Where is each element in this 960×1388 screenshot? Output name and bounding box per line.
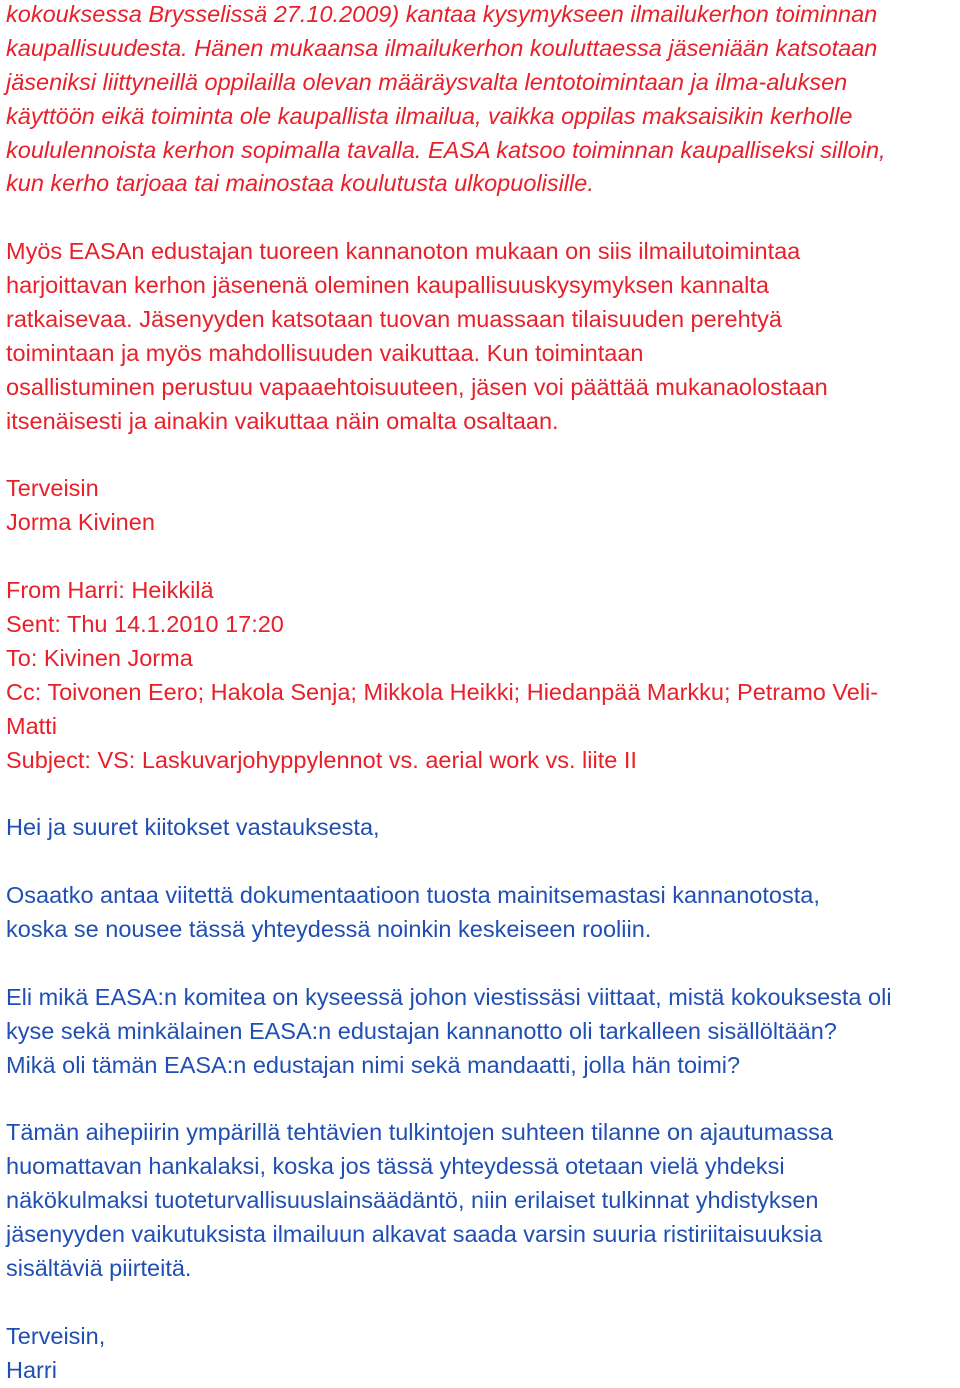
text-line: Tämän aihepiirin ympärillä tehtävien tulkintojen suhteen tilanne on ajautumassa bbox=[6, 1119, 833, 1146]
text-line: ratkaisevaa. Jäsenyyden katsotaan tuovan muassaan tilaisuuden perehtyä bbox=[6, 306, 782, 333]
paragraph-gap bbox=[6, 540, 956, 574]
header-from: From Harri: Heikkilä bbox=[6, 577, 214, 604]
text-line: koska se nousee tässä yhteydessä noinkin keskeiseen rooliin. bbox=[6, 916, 652, 943]
reply-signature: Jorma Kivinen bbox=[6, 509, 155, 536]
text-line: sisältäviä piirteitä. bbox=[6, 1254, 192, 1281]
reply-section bbox=[6, 0, 956, 540]
message-opening: Hei ja suuret kiitokset vastauksesta, bbox=[6, 814, 380, 841]
text-line: huomattavan hankalaksi, koska jos tässä yhteydessä otetaan vielä yhdeksi bbox=[6, 1153, 785, 1180]
paragraph-gap bbox=[6, 439, 956, 473]
header-subject: Subject: VS: Laskuvarjohyppylennot vs. aerial work vs. liite II bbox=[6, 746, 637, 773]
paragraph-gap bbox=[6, 1286, 956, 1320]
paragraph-gap bbox=[6, 845, 956, 879]
text-line: harjoittavan kerhon jäsenenä oleminen kaupallisuuskysymyksen kannalta bbox=[6, 272, 769, 299]
email-document bbox=[6, 0, 956, 1388]
text-line: koululennoista kerhon sopimalla tavalla. EASA katsoo toiminnan kaupalliseksi silloin, bbox=[6, 136, 886, 163]
text-line: Myös EASAn edustajan tuoreen kannanoton mukaan on siis ilmailutoimintaa bbox=[6, 238, 801, 265]
message-paragraph-2 bbox=[6, 981, 956, 1083]
header-cc: Cc: Toivonen Eero; Hakola Senja; Mikkola Heikki; Hiedanpää Markku; Petramo Veli- bbox=[6, 678, 879, 705]
message-closing: Terveisin, bbox=[6, 1322, 106, 1349]
paragraph-gap bbox=[6, 201, 956, 235]
text-line: toimintaan ja myös mahdollisuuden vaikuttaa. Kun toimintaan bbox=[6, 339, 644, 366]
text-line: osallistuminen perustuu vapaaehtoisuuteen, jäsen voi päättää mukanaolostaan bbox=[6, 373, 828, 400]
paragraph-gap bbox=[6, 947, 956, 981]
text-line: itsenäisesti ja ainakin vaikuttaa näin omalta osaltaan. bbox=[6, 407, 559, 434]
message-paragraph-1 bbox=[6, 879, 956, 947]
text-line: Osaatko antaa viitettä dokumentaatioon tuosta mainitsemastasi kannanotosta, bbox=[6, 882, 820, 909]
text-line: näkökulmaksi tuoteturvallisuuslainsäädäntö, niin erilaiset tulkinnat yhdistyksen bbox=[6, 1187, 819, 1214]
email-header bbox=[6, 574, 956, 777]
header-to: To: Kivinen Jorma bbox=[6, 644, 193, 671]
paragraph-gap bbox=[6, 1083, 956, 1117]
reply-paragraph-2 bbox=[6, 235, 956, 438]
message-signature: Harri bbox=[6, 1356, 57, 1383]
header-sent: Sent: Thu 14.1.2010 17:20 bbox=[6, 611, 284, 638]
text-line: jäseniksi liittyneillä oppilailla olevan määräysvalta lentotoimintaan ja ilma-aluksen bbox=[6, 68, 848, 95]
header-cc-continuation: Matti bbox=[6, 712, 57, 739]
reply-greeting: Terveisin bbox=[6, 475, 99, 502]
paragraph-gap bbox=[6, 777, 956, 811]
text-line: kaupallisuudesta. Hänen mukaansa ilmailukerhon kouluttaessa jäseniään katsotaan bbox=[6, 34, 878, 61]
text-line: kokouksessa Brysselissä 27.10.2009) kantaa kysymykseen ilmailukerhon toiminnan bbox=[6, 1, 878, 27]
reply-paragraph-1 bbox=[6, 0, 956, 201]
text-line: Mikä oli tämän EASA:n edustajan nimi sekä mandaatti, jolla hän toimi? bbox=[6, 1051, 741, 1078]
text-line: kyse sekä minkälainen EASA:n edustajan kannanotto oli tarkalleen sisällöltään? bbox=[6, 1017, 837, 1044]
text-line: käyttöön eikä toiminta ole kaupallista ilmailua, vaikka oppilas maksaisikin kerholle bbox=[6, 102, 853, 129]
message-section bbox=[6, 811, 956, 1387]
text-line: Eli mikä EASA:n komitea on kyseessä johon viestissäsi viittaat, mistä kokouksesta oli bbox=[6, 983, 892, 1010]
text-line: kun kerho tarjoaa tai mainostaa koulutusta ulkopuolisille. bbox=[6, 170, 594, 197]
text-line: jäsenyyden vaikutuksista ilmailuun alkavat saada varsin suuria ristiriitaisuuksia bbox=[6, 1221, 823, 1248]
message-paragraph-3 bbox=[6, 1116, 956, 1285]
